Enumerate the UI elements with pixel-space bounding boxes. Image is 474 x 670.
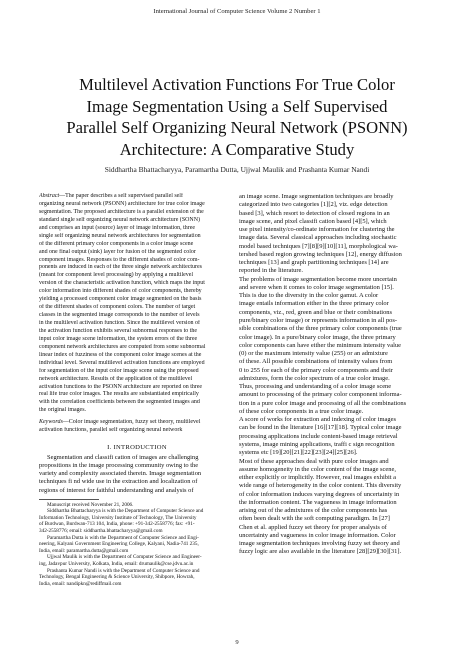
abstract-line: and comprises an input (source) layer of image information, three (39, 224, 195, 231)
body-line: components, viz., red, green and blue or their combinations (239, 308, 393, 316)
footnotes (39, 502, 235, 588)
body-line: image scene, and pixel classifi cation based [4][5], which (239, 217, 387, 225)
intro-paragraph (39, 454, 235, 494)
section-heading: I. INTRODUCTION (107, 444, 167, 452)
body-line: systems etc [19][20][21][22][23][24][25][26]. (239, 449, 358, 457)
body-line: Thus, processing and understanding of a color image scene (239, 383, 392, 391)
title-line: Parallel Self Organizing Neural Network (PSONN) (66, 118, 408, 137)
body-line: of these color components in a true color image. (239, 407, 364, 415)
abstract-line: color information into different shades of color components, thereby (39, 288, 202, 295)
body-line: of color information induces varying degrees of uncertainty in (239, 490, 400, 498)
abstract-line: real life true color images. The results are substantiated empirically (39, 391, 199, 398)
abstract-line: single self organizing neural network architectures for segmentation (39, 232, 201, 239)
keywords (39, 419, 235, 435)
body-line: techniques fi nd wide use in the extraction and localization of (39, 478, 198, 486)
footnote-line: Prashanta Kumar Nandi is with the Department of Computer Science and (47, 567, 200, 574)
body-line: often been dealt with the soft computing paradigm. In [27] (239, 515, 390, 523)
title-line: Multilevel Activation Functions For True Color (79, 75, 395, 94)
abstract-line: linear index of fuzziness of the component color image scenes at the (39, 351, 202, 358)
body-line: processing applications include content-based image retrieval (239, 432, 398, 440)
abstract-line: component images. Responses to the different shades of color com- (39, 256, 200, 263)
body-line: pure/binary color image) or represents information in all pos- (239, 316, 398, 324)
abstract-line: in the multilevel activation function. Since the multilevel version of (39, 320, 200, 326)
abstract-line: individual level. Several multilevel activation functions are employed (39, 359, 205, 366)
body-line: and severe when it comes to color image segmentation [15]. (239, 283, 394, 291)
footnote-line: ing, Jadavpur University, Kolkata, India, email: drumaulik@cse.jdvu.ac.in (39, 560, 194, 567)
abstract (39, 193, 235, 415)
body-line: The problems of image segmentation become more uncertain (239, 275, 397, 283)
title-line: Image Segmentation Using a Self Supervised (86, 96, 388, 116)
footnote-line: Technology, Bengal Engineering & Science University, Shibpore, Howrah, (39, 574, 195, 581)
title-line: Architecture: A Comparative Study (119, 139, 355, 159)
abstract-line: and one final output (sink) layer for fusion of the segmented color (39, 248, 196, 255)
abstract-line: ponents are induced in each of the three single network architectures (39, 264, 202, 271)
body-line: either explicitly or implicitly. However, real images exhibit a (239, 474, 396, 482)
body-line: arising out of the admixtures of the color components has (239, 507, 388, 515)
body-line: categorized into two categories [1][2], viz. edge detection (239, 201, 388, 209)
body-line: systems, image mining applications, traffi c sign recognition (239, 440, 395, 448)
body-line: assume homogeneity in the color content of the image scene, (239, 465, 396, 473)
footnote-line: 342-2558776; email: siddhartha.bhattacharyya@gmail.com (39, 527, 163, 534)
body-line: wide range of heterogeneity in the color content. This diversity (239, 482, 402, 490)
abstract-line: classes in the segmented image corresponds to the number of levels (39, 312, 200, 319)
abstract-line: activation functions to the PSONN architecture are reported on three (39, 383, 203, 390)
body-line: admixtures, form the color spectrum of a true color image. (239, 374, 390, 382)
abstract-line: with the correlation coefficients between the segmented images and (39, 399, 200, 406)
footnote-line: Paramartha Dutta is with the Department of Computer Science and Engi- (47, 534, 199, 541)
abstract-line: of the different shades of component colors. The number of target (39, 304, 196, 311)
body-line: an image scene. Image segmentation techniques are broadly (239, 193, 394, 200)
body-line: This is due to the diversity in the color gamut. A color (239, 292, 379, 300)
body-line: tershed based region growing techniques [12], energy diffusion (239, 250, 402, 258)
body-line: fuzzy logic are also available in the literature [28][29][30][31]. (239, 548, 402, 556)
body-line: tion in a pure color image and processing of all the combinations (239, 399, 407, 407)
body-line: color image). In a pure/binary color image, the three primary (239, 333, 396, 341)
body-line: image segmentation techniques involving fuzzy set theory and (239, 540, 400, 548)
footnote-line: Manuscript received November 21, 2006. (47, 501, 134, 508)
body-line: variety and complexity associated therein. Image segmentation (39, 470, 202, 478)
right-column (239, 193, 435, 557)
body-line: the information content. The vagueness in image information (239, 498, 397, 506)
abstract-line: Abstract—The paper describes a self supervised parallel self (39, 193, 183, 199)
abstract-line: standard single self organizing neural network architecture (SONN) (39, 216, 200, 223)
abstract-line: component network architectures are computed from some subnormal (39, 343, 206, 350)
abstract-label: Abstract (39, 193, 60, 199)
author-list: Siddhartha Bhattacharyya, Paramartha Dutta, Ujjwal Maulik and Prashanta Kumar Nandi (104, 165, 370, 174)
page-number: 9 (235, 639, 239, 646)
body-line: based [3], which resort to detection of closed regions in an (239, 209, 390, 217)
abstract-line: (meant for component level processing) by applying a multilevel (39, 272, 194, 279)
abstract-line: of the different primary color components in a color image scene (39, 240, 194, 247)
body-line: amount to processing of the primary color component informa- (239, 391, 402, 399)
abstract-line: the activation function exhibits several subnormal responses to the (39, 327, 197, 334)
abstract-line: segmentation. The proposed architecture is a parallel extension of the (39, 208, 204, 215)
journal-header: International Journal of Computer Science Volume 2 Number 1 (153, 8, 321, 15)
abstract-line: version of the characteristic activation function, which maps the input (39, 280, 205, 287)
abstract-line: network architecture. Results of the application of the multilevel (39, 375, 193, 382)
body-line: reported in the literature. (239, 267, 303, 275)
footnote-line: India, email: paramartha.dutta@gmail.com (39, 547, 129, 554)
body-line: color components can have either the minimum intensity value (239, 341, 401, 349)
body-line: use pixel intensity/co-ordinate information for clustering the (239, 226, 395, 234)
paper-title (40, 74, 434, 160)
body-line: sible combinations of the three primary color components (true (239, 325, 402, 333)
body-line: Most of these approaches deal with pure color images and (239, 457, 389, 465)
body-line: (0) or the maximum intensity value (255) or an admixture (239, 350, 388, 358)
keywords-label: Keywords (39, 419, 63, 426)
abstract-line: for segmentation of the input color image scene using the proposed (39, 367, 199, 374)
body-line: of these. All possible combinations of intensity values from (239, 358, 393, 366)
body-line: Segmentation and classifi cation of images are challenging (47, 454, 199, 462)
footnote-line: Information Technology, University Institute of Technology, The University (39, 514, 197, 521)
abstract-line: organizing neural network (PSONN) architecture for true color image (39, 200, 205, 207)
footnote-line: neering, Kalyani Government Engineering College, Kalyani, Nadia-741 235, (39, 541, 199, 548)
keywords-line: activation functions, parallel self organizing neural network (39, 427, 183, 434)
body-line: propositions in the image processing community owing to the (39, 462, 199, 470)
abstract-line: yielding a processed component color image segmented on the basis (39, 296, 202, 303)
body-line: model based techniques [7][8][9][10][11], morphological wa- (239, 242, 398, 250)
abstract-line: the original images. (39, 407, 86, 414)
body-line: image entails information either in the three primary color (239, 300, 389, 308)
body-line: Chen et al. applied fuzzy set theory for proper analysis of (239, 523, 387, 531)
body-line: can be found in the literature [16][17][18]. Typical color image (239, 424, 402, 432)
body-line: uncertainty and vagueness in color image information. Color (239, 531, 396, 539)
body-line: A score of works for extraction and indexing of color images (239, 416, 396, 424)
footnote-line: India, email: nandipkn@rediffmail.com (39, 580, 122, 587)
body-line: techniques [13] and graph partitioning techniques [14] are (239, 259, 389, 267)
body-line: 0 to 255 for each of the primary color components and their (239, 366, 393, 374)
body-line: image data. Several classical approaches including stochastic (239, 234, 397, 242)
abstract-line: input color image scene information, the system errors of the three (39, 335, 198, 342)
footnote-line: Siddhartha Bhattacharyya is with the Department of Computer Science and (47, 508, 204, 515)
keywords-line: Keywords—Color image segmentation, fuzzy set theory, multilevel (39, 419, 201, 426)
body-line: regions of interest for faithful understanding and analysis of (39, 486, 194, 494)
footnote-line: Ujjwal Maulik is with the Department of Computer Science and Engineer- (47, 554, 202, 561)
left-column (39, 193, 235, 587)
footnote-line: of Burdwan, Burdwan-713 104, India, phone: +91-342-2558776; fax: +91- (39, 521, 195, 528)
